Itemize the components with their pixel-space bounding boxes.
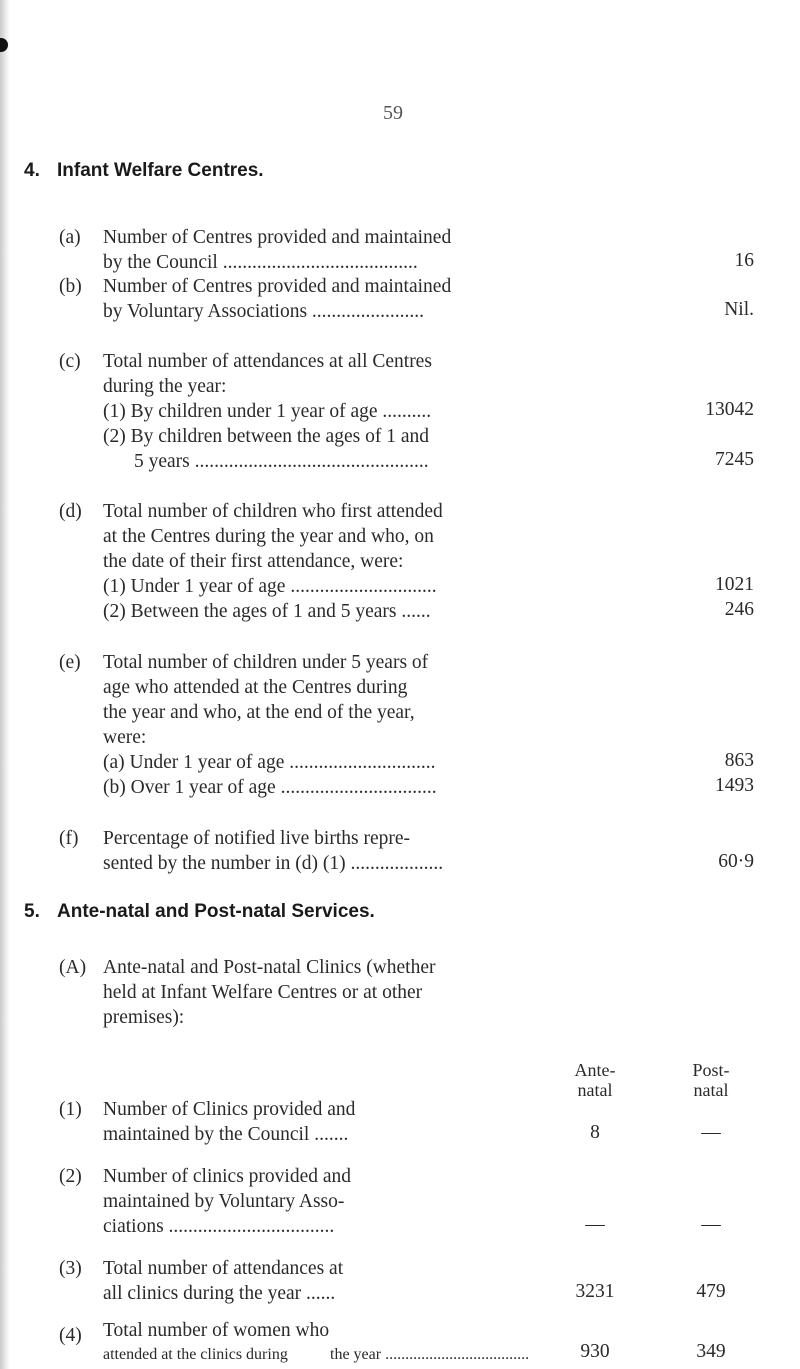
table-row-label: (3) [59, 1258, 82, 1279]
table-row-line1: Number of Clinics provided and [103, 1099, 356, 1120]
item-f-value: 60·9 [718, 851, 754, 872]
section-4-title: Infant Welfare Centres. [57, 160, 264, 181]
item-d2-line: (2) Between the ages of 1 and 5 years ...... [103, 601, 431, 622]
item-f-line2: sented by the number in (d) (1) ................... [103, 853, 444, 874]
item-c2-line1: (2) By children between the ages of 1 and [103, 426, 429, 447]
table-row-line2: maintained by Voluntary Asso- [103, 1191, 345, 1212]
item-d-line1: Total number of children who first attended [103, 501, 443, 522]
item-c-line1: Total number of attendances at all Centres [103, 351, 432, 372]
table-row-label: (1) [59, 1099, 82, 1120]
column-header-ante-natal: Ante- natal [574, 1060, 616, 1100]
section-5-intro-line3: premises): [103, 1007, 185, 1028]
table-row-line1: Number of clinics provided and [103, 1166, 352, 1187]
item-eb-value: 1493 [715, 775, 754, 796]
section-4-number: 4. [24, 160, 40, 181]
item-e-label: (e) [59, 652, 81, 673]
table-row-line3: the year .................................... [330, 1346, 530, 1363]
item-c2-value: 7245 [715, 449, 754, 470]
item-a-line2: by the Council ........................................ [103, 252, 418, 273]
item-f-label: (f) [59, 828, 79, 849]
table-cell-post-natal: 349 [696, 1341, 726, 1362]
item-ea-line: (a) Under 1 year of age .............................. [103, 752, 436, 773]
item-c1-line: (1) By children under 1 year of age .......... [103, 401, 432, 422]
item-a-line1: Number of Centres provided and maintained [103, 227, 452, 248]
item-b-line1: Number of Centres provided and maintained [103, 276, 452, 297]
table-cell-ante-natal: 8 [590, 1122, 600, 1143]
page-number: 59 [383, 102, 403, 124]
item-b-label: (b) [59, 276, 82, 297]
item-b-value: Nil. [724, 299, 754, 320]
table-cell-ante-natal: 3231 [575, 1281, 615, 1302]
table-row-line1: Total number of attendances at [103, 1258, 344, 1279]
section-5-number: 5. [24, 901, 40, 922]
item-d-label: (d) [59, 501, 82, 522]
item-e-line4: were: [103, 727, 147, 748]
table-cell-ante-natal: 930 [580, 1341, 610, 1362]
item-eb-line: (b) Over 1 year of age ................................ [103, 777, 437, 798]
item-d-line2: at the Centres during the year and who, on [103, 526, 434, 547]
table-row-line3: ciations .................................. [103, 1216, 335, 1237]
table-row-line2: maintained by the Council ....... [103, 1124, 349, 1145]
section-5-intro-line1: Ante-natal and Post-natal Clinics (whether [103, 957, 436, 978]
item-a-label: (a) [59, 227, 81, 248]
page-binding-edge [0, 0, 10, 1369]
item-c-label: (c) [59, 351, 81, 372]
table-cell-ante-natal: — [585, 1214, 605, 1235]
item-f-line1: Percentage of notified live births repre- [103, 828, 411, 849]
table-cell-post-natal: — [701, 1122, 721, 1143]
item-e-line1: Total number of children under 5 years of [103, 652, 429, 673]
table-row-line2: all clinics during the year ...... [103, 1283, 336, 1304]
item-d1-line: (1) Under 1 year of age .............................. [103, 576, 437, 597]
table-row-line2: attended at the clinics during [103, 1346, 288, 1363]
item-c1-value: 13042 [705, 399, 754, 420]
table-row-label: (4) [59, 1325, 82, 1346]
section-5-intro-line2: held at Infant Welfare Centres or at other [103, 982, 423, 1003]
table-row-label: (2) [59, 1166, 82, 1187]
section-5-intro-label: (A) [59, 957, 87, 978]
item-a-value: 16 [734, 250, 754, 271]
table-cell-post-natal: — [701, 1214, 721, 1235]
item-b-line2: by Voluntary Associations ....................... [103, 301, 425, 322]
item-d2-value: 246 [724, 599, 754, 620]
table-cell-post-natal: 479 [696, 1281, 726, 1302]
section-5-title: Ante-natal and Post-natal Services. [57, 901, 375, 922]
item-d1-value: 1021 [715, 574, 754, 595]
item-c-line2: during the year: [103, 376, 227, 397]
item-e-line2: age who attended at the Centres during [103, 677, 408, 698]
column-header-post-natal: Post- natal [692, 1060, 730, 1100]
table-row-line1: Total number of women who [103, 1320, 330, 1341]
item-e-line3: the year and who, at the end of the year, [103, 702, 415, 723]
item-ea-value: 863 [724, 750, 754, 771]
item-d-line3: the date of their first attendance, were: [103, 551, 404, 572]
item-c2-line2: 5 years ................................................ [134, 451, 429, 472]
